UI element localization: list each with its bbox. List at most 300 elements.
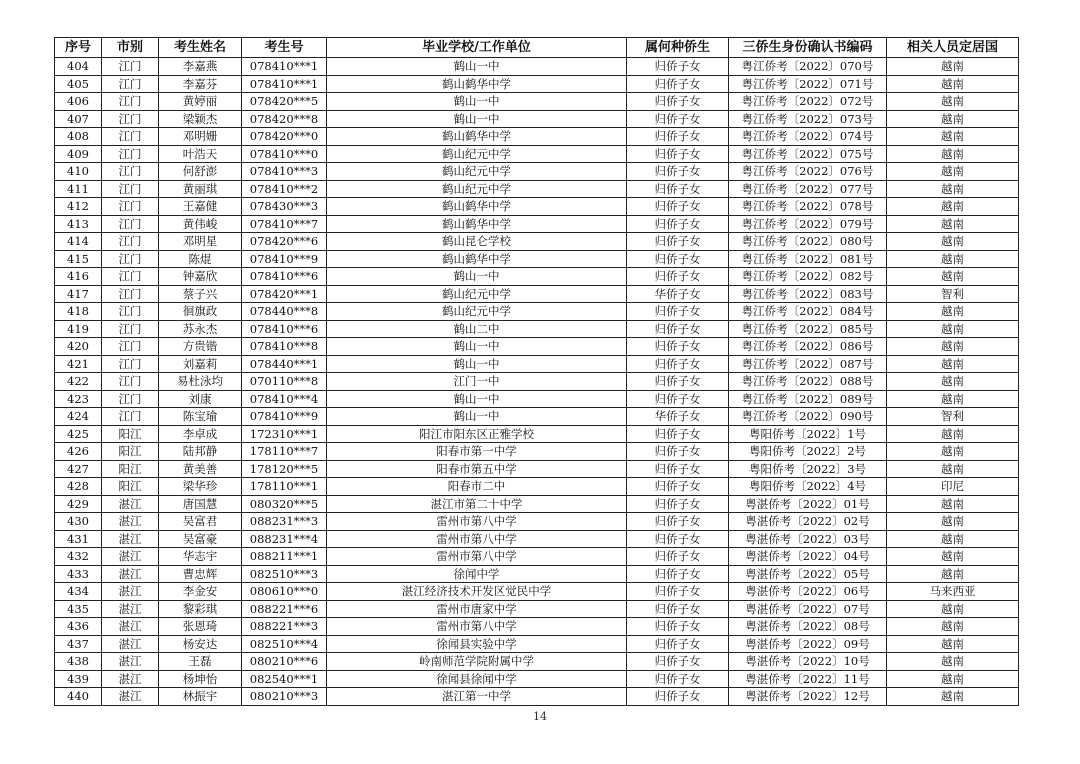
cell-school: 阳春市二中: [327, 478, 627, 496]
cell-certificate-code: 粤江侨考〔2022〕087号: [729, 355, 887, 373]
cell-certificate-code: 粤江侨考〔2022〕083号: [729, 285, 887, 303]
cell-category: 华侨子女: [627, 408, 729, 426]
cell-seq: 423: [55, 390, 102, 408]
cell-country: 越南: [887, 425, 1019, 443]
table-row: [55, 408, 1019, 426]
table-row: [55, 145, 1019, 163]
cell-city: 江门: [102, 250, 159, 268]
cell-category: 归侨子女: [627, 548, 729, 566]
cell-certificate-code: 粤江侨考〔2022〕089号: [729, 390, 887, 408]
table-row: [55, 425, 1019, 443]
cell-certificate-code: 粤湛侨考〔2022〕06号: [729, 583, 887, 601]
cell-city: 湛江: [102, 635, 159, 653]
cell-city: 江门: [102, 390, 159, 408]
cell-certificate-code: 粤江侨考〔2022〕080号: [729, 233, 887, 251]
cell-category: 归侨子女: [627, 93, 729, 111]
cell-school: 鹤山鹤华中学: [327, 198, 627, 216]
cell-seq: 414: [55, 233, 102, 251]
cell-exam-number: 178110***1: [242, 478, 327, 496]
cell-school: 阳春市第一中学: [327, 443, 627, 461]
cell-category: 归侨子女: [627, 443, 729, 461]
cell-name: 徊旗政: [159, 303, 242, 321]
cell-certificate-code: 粤江侨考〔2022〕073号: [729, 110, 887, 128]
cell-country: 越南: [887, 443, 1019, 461]
cell-country: 越南: [887, 110, 1019, 128]
table-row: [55, 513, 1019, 531]
cell-category: 归侨子女: [627, 425, 729, 443]
cell-certificate-code: 粤江侨考〔2022〕071号: [729, 75, 887, 93]
cell-name: 何舒澎: [159, 163, 242, 181]
cell-category: 归侨子女: [627, 390, 729, 408]
cell-city: 江门: [102, 93, 159, 111]
cell-category: 归侨子女: [627, 58, 729, 76]
header-seq: 序号: [55, 38, 102, 58]
cell-city: 湛江: [102, 670, 159, 688]
table-row: [55, 390, 1019, 408]
table-row: [55, 268, 1019, 286]
cell-school: 鹤山一中: [327, 408, 627, 426]
cell-category: 归侨子女: [627, 163, 729, 181]
cell-seq: 413: [55, 215, 102, 233]
cell-school: 鹤山纪元中学: [327, 145, 627, 163]
table-row: [55, 338, 1019, 356]
cell-category: 华侨子女: [627, 285, 729, 303]
cell-country: 越南: [887, 635, 1019, 653]
cell-name: 叶浩天: [159, 145, 242, 163]
cell-city: 湛江: [102, 600, 159, 618]
cell-seq: 417: [55, 285, 102, 303]
cell-school: 阳江市阳东区正雅学校: [327, 425, 627, 443]
cell-certificate-code: 粤阳侨考〔2022〕4号: [729, 478, 887, 496]
cell-city: 湛江: [102, 653, 159, 671]
cell-city: 江门: [102, 320, 159, 338]
cell-exam-number: 088221***6: [242, 600, 327, 618]
cell-city: 江门: [102, 268, 159, 286]
cell-name: 陆邦静: [159, 443, 242, 461]
cell-school: 鹤山昆仑学校: [327, 233, 627, 251]
cell-city: 江门: [102, 163, 159, 181]
cell-country: 越南: [887, 93, 1019, 111]
cell-school: 鹤山纪元中学: [327, 163, 627, 181]
cell-seq: 426: [55, 443, 102, 461]
cell-country: 越南: [887, 215, 1019, 233]
cell-name: 黄伟峻: [159, 215, 242, 233]
cell-country: 越南: [887, 338, 1019, 356]
cell-category: 归侨子女: [627, 635, 729, 653]
cell-category: 归侨子女: [627, 75, 729, 93]
cell-name: 张恩琦: [159, 618, 242, 636]
cell-category: 归侨子女: [627, 215, 729, 233]
table-row: [55, 373, 1019, 391]
cell-school: 鹤山鹤华中学: [327, 128, 627, 146]
table-row: [55, 198, 1019, 216]
cell-country: 越南: [887, 145, 1019, 163]
table-row: [55, 128, 1019, 146]
cell-seq: 415: [55, 250, 102, 268]
cell-certificate-code: 粤湛侨考〔2022〕07号: [729, 600, 887, 618]
cell-city: 湛江: [102, 530, 159, 548]
cell-exam-number: 088221***3: [242, 618, 327, 636]
table-row: [55, 688, 1019, 706]
cell-country: 越南: [887, 58, 1019, 76]
cell-country: 越南: [887, 163, 1019, 181]
cell-country: 越南: [887, 180, 1019, 198]
cell-city: 湛江: [102, 688, 159, 706]
cell-school: 鹤山一中: [327, 58, 627, 76]
cell-category: 归侨子女: [627, 250, 729, 268]
cell-name: 苏永杰: [159, 320, 242, 338]
cell-school: 雷州市第八中学: [327, 548, 627, 566]
cell-name: 曹忠辉: [159, 565, 242, 583]
cell-country: 越南: [887, 548, 1019, 566]
cell-name: 吴富豪: [159, 530, 242, 548]
cell-city: 江门: [102, 110, 159, 128]
cell-seq: 419: [55, 320, 102, 338]
cell-exam-number: 078410***2: [242, 180, 327, 198]
cell-exam-number: 082510***3: [242, 565, 327, 583]
cell-city: 江门: [102, 58, 159, 76]
cell-certificate-code: 粤阳侨考〔2022〕1号: [729, 425, 887, 443]
cell-name: 林振宇: [159, 688, 242, 706]
cell-certificate-code: 粤湛侨考〔2022〕12号: [729, 688, 887, 706]
cell-school: 鹤山纪元中学: [327, 180, 627, 198]
cell-name: 黄丽琪: [159, 180, 242, 198]
cell-seq: 439: [55, 670, 102, 688]
cell-certificate-code: 粤湛侨考〔2022〕09号: [729, 635, 887, 653]
cell-category: 归侨子女: [627, 565, 729, 583]
cell-exam-number: 082540***1: [242, 670, 327, 688]
cell-name: 刘康: [159, 390, 242, 408]
cell-category: 归侨子女: [627, 233, 729, 251]
cell-name: 李卓成: [159, 425, 242, 443]
cell-certificate-code: 粤江侨考〔2022〕084号: [729, 303, 887, 321]
cell-exam-number: 078410***9: [242, 250, 327, 268]
cell-seq: 432: [55, 548, 102, 566]
cell-city: 湛江: [102, 618, 159, 636]
cell-certificate-code: 粤江侨考〔2022〕081号: [729, 250, 887, 268]
cell-exam-number: 172310***1: [242, 425, 327, 443]
cell-school: 鹤山鹤华中学: [327, 75, 627, 93]
cell-category: 归侨子女: [627, 303, 729, 321]
cell-exam-number: 078410***7: [242, 215, 327, 233]
cell-city: 江门: [102, 355, 159, 373]
cell-seq: 435: [55, 600, 102, 618]
cell-city: 江门: [102, 215, 159, 233]
header-school: 毕业学校/工作单位: [327, 38, 627, 58]
cell-country: 越南: [887, 513, 1019, 531]
table-row: [55, 443, 1019, 461]
cell-country: 越南: [887, 268, 1019, 286]
cell-seq: 424: [55, 408, 102, 426]
cell-name: 黄婷丽: [159, 93, 242, 111]
cell-country: 越南: [887, 303, 1019, 321]
cell-seq: 422: [55, 373, 102, 391]
cell-certificate-code: 粤江侨考〔2022〕077号: [729, 180, 887, 198]
cell-city: 阳江: [102, 460, 159, 478]
cell-school: 湛江第一中学: [327, 688, 627, 706]
cell-country: 马来西亚: [887, 583, 1019, 601]
cell-seq: 440: [55, 688, 102, 706]
cell-certificate-code: 粤阳侨考〔2022〕2号: [729, 443, 887, 461]
header-country: 相关人员定居国: [887, 38, 1019, 58]
cell-category: 归侨子女: [627, 478, 729, 496]
cell-exam-number: 070110***8: [242, 373, 327, 391]
cell-category: 归侨子女: [627, 688, 729, 706]
cell-seq: 428: [55, 478, 102, 496]
cell-name: 方贵锴: [159, 338, 242, 356]
table-row: [55, 618, 1019, 636]
cell-category: 归侨子女: [627, 583, 729, 601]
cell-city: 江门: [102, 145, 159, 163]
table-row: [55, 75, 1019, 93]
cell-seq: 429: [55, 495, 102, 513]
cell-name: 唐国慧: [159, 495, 242, 513]
cell-name: 杨坤怡: [159, 670, 242, 688]
cell-category: 归侨子女: [627, 145, 729, 163]
cell-school: 湛江经济技术开发区觉民中学: [327, 583, 627, 601]
cell-country: 越南: [887, 233, 1019, 251]
table-row: [55, 320, 1019, 338]
cell-name: 王磊: [159, 653, 242, 671]
header-city: 市别: [102, 38, 159, 58]
cell-exam-number: 080210***6: [242, 653, 327, 671]
cell-certificate-code: 粤江侨考〔2022〕085号: [729, 320, 887, 338]
cell-exam-number: 078420***8: [242, 110, 327, 128]
cell-city: 江门: [102, 408, 159, 426]
cell-exam-number: 080320***5: [242, 495, 327, 513]
table-header-row: [55, 38, 1019, 58]
table-row: [55, 285, 1019, 303]
cell-seq: 409: [55, 145, 102, 163]
cell-country: 越南: [887, 618, 1019, 636]
table-row: [55, 180, 1019, 198]
cell-certificate-code: 粤湛侨考〔2022〕10号: [729, 653, 887, 671]
cell-city: 江门: [102, 285, 159, 303]
cell-certificate-code: 粤湛侨考〔2022〕02号: [729, 513, 887, 531]
table-row: [55, 215, 1019, 233]
cell-name: 邓明姗: [159, 128, 242, 146]
cell-country: 越南: [887, 373, 1019, 391]
cell-exam-number: 078410***1: [242, 58, 327, 76]
cell-name: 蔡子兴: [159, 285, 242, 303]
cell-country: 越南: [887, 653, 1019, 671]
cell-city: 阳江: [102, 478, 159, 496]
cell-name: 杨安达: [159, 635, 242, 653]
cell-category: 归侨子女: [627, 373, 729, 391]
cell-city: 江门: [102, 303, 159, 321]
cell-category: 归侨子女: [627, 495, 729, 513]
cell-category: 归侨子女: [627, 530, 729, 548]
cell-certificate-code: 粤湛侨考〔2022〕08号: [729, 618, 887, 636]
cell-country: 越南: [887, 600, 1019, 618]
cell-school: 湛江市第二十中学: [327, 495, 627, 513]
cell-exam-number: 080210***3: [242, 688, 327, 706]
cell-name: 李嘉燕: [159, 58, 242, 76]
table-row: [55, 530, 1019, 548]
cell-name: 梁颖杰: [159, 110, 242, 128]
table-row: [55, 355, 1019, 373]
cell-exam-number: 088231***3: [242, 513, 327, 531]
cell-school: 鹤山纪元中学: [327, 285, 627, 303]
cell-certificate-code: 粤江侨考〔2022〕082号: [729, 268, 887, 286]
cell-name: 邓明星: [159, 233, 242, 251]
cell-school: 鹤山一中: [327, 110, 627, 128]
cell-exam-number: 178110***7: [242, 443, 327, 461]
cell-category: 归侨子女: [627, 198, 729, 216]
cell-category: 归侨子女: [627, 653, 729, 671]
cell-name: 王嘉健: [159, 198, 242, 216]
cell-name: 刘嘉莉: [159, 355, 242, 373]
cell-category: 归侨子女: [627, 460, 729, 478]
table-row: [55, 163, 1019, 181]
cell-seq: 434: [55, 583, 102, 601]
cell-city: 湛江: [102, 495, 159, 513]
cell-exam-number: 078410***6: [242, 268, 327, 286]
cell-city: 湛江: [102, 565, 159, 583]
cell-city: 江门: [102, 233, 159, 251]
cell-school: 鹤山二中: [327, 320, 627, 338]
cell-category: 归侨子女: [627, 618, 729, 636]
cell-country: 越南: [887, 75, 1019, 93]
cell-certificate-code: 粤江侨考〔2022〕072号: [729, 93, 887, 111]
cell-name: 华志宇: [159, 548, 242, 566]
cell-category: 归侨子女: [627, 180, 729, 198]
table-row: [55, 478, 1019, 496]
cell-country: 智利: [887, 285, 1019, 303]
cell-name: 李嘉芬: [159, 75, 242, 93]
cell-category: 归侨子女: [627, 600, 729, 618]
cell-seq: 410: [55, 163, 102, 181]
cell-seq: 427: [55, 460, 102, 478]
cell-certificate-code: 粤湛侨考〔2022〕03号: [729, 530, 887, 548]
cell-country: 越南: [887, 128, 1019, 146]
cell-seq: 404: [55, 58, 102, 76]
cell-certificate-code: 粤江侨考〔2022〕079号: [729, 215, 887, 233]
cell-exam-number: 078420***5: [242, 93, 327, 111]
cell-city: 湛江: [102, 513, 159, 531]
cell-seq: 437: [55, 635, 102, 653]
table-row: [55, 583, 1019, 601]
cell-certificate-code: 粤湛侨考〔2022〕11号: [729, 670, 887, 688]
cell-country: 越南: [887, 198, 1019, 216]
table-row: [55, 460, 1019, 478]
cell-exam-number: 078420***6: [242, 233, 327, 251]
cell-country: 印尼: [887, 478, 1019, 496]
table-row: [55, 670, 1019, 688]
cell-school: 雷州市第八中学: [327, 513, 627, 531]
cell-city: 江门: [102, 338, 159, 356]
cell-seq: 412: [55, 198, 102, 216]
cell-country: 越南: [887, 355, 1019, 373]
cell-exam-number: 078440***8: [242, 303, 327, 321]
cell-country: 越南: [887, 320, 1019, 338]
cell-seq: 430: [55, 513, 102, 531]
cell-exam-number: 078410***8: [242, 338, 327, 356]
cell-school: 雷州市第八中学: [327, 618, 627, 636]
page-number: 14: [533, 710, 547, 723]
cell-certificate-code: 粤湛侨考〔2022〕04号: [729, 548, 887, 566]
cell-school: 徐闻县实验中学: [327, 635, 627, 653]
header-certificate-code: 三侨生身份确认书编码: [729, 38, 887, 58]
cell-certificate-code: 粤江侨考〔2022〕076号: [729, 163, 887, 181]
cell-certificate-code: 粤江侨考〔2022〕078号: [729, 198, 887, 216]
cell-school: 鹤山鹤华中学: [327, 215, 627, 233]
cell-category: 归侨子女: [627, 513, 729, 531]
cell-city: 湛江: [102, 548, 159, 566]
table-row: [55, 110, 1019, 128]
cell-exam-number: 078420***0: [242, 128, 327, 146]
table-row: [55, 548, 1019, 566]
cell-exam-number: 078410***0: [242, 145, 327, 163]
cell-city: 阳江: [102, 425, 159, 443]
table-row: [55, 565, 1019, 583]
cell-certificate-code: 粤阳侨考〔2022〕3号: [729, 460, 887, 478]
cell-exam-number: 080610***0: [242, 583, 327, 601]
cell-school: 岭南师范学院附属中学: [327, 653, 627, 671]
table-row: [55, 250, 1019, 268]
cell-name: 陈宝瑜: [159, 408, 242, 426]
cell-exam-number: 178120***5: [242, 460, 327, 478]
cell-seq: 407: [55, 110, 102, 128]
cell-seq: 421: [55, 355, 102, 373]
overseas-students-table: [54, 37, 1019, 706]
cell-certificate-code: 粤江侨考〔2022〕075号: [729, 145, 887, 163]
cell-exam-number: 078440***1: [242, 355, 327, 373]
cell-country: 越南: [887, 530, 1019, 548]
cell-city: 江门: [102, 128, 159, 146]
cell-name: 梁华珍: [159, 478, 242, 496]
document-sheet: [54, 37, 1019, 706]
cell-seq: 431: [55, 530, 102, 548]
cell-certificate-code: 粤江侨考〔2022〕088号: [729, 373, 887, 391]
cell-seq: 411: [55, 180, 102, 198]
cell-exam-number: 078410***9: [242, 408, 327, 426]
cell-exam-number: 078410***6: [242, 320, 327, 338]
table-row: [55, 93, 1019, 111]
cell-country: 越南: [887, 460, 1019, 478]
cell-category: 归侨子女: [627, 355, 729, 373]
cell-certificate-code: 粤江侨考〔2022〕086号: [729, 338, 887, 356]
cell-certificate-code: 粤江侨考〔2022〕090号: [729, 408, 887, 426]
cell-seq: 433: [55, 565, 102, 583]
cell-city: 阳江: [102, 443, 159, 461]
cell-certificate-code: 粤江侨考〔2022〕070号: [729, 58, 887, 76]
cell-certificate-code: 粤湛侨考〔2022〕01号: [729, 495, 887, 513]
cell-name: 吴富君: [159, 513, 242, 531]
cell-category: 归侨子女: [627, 320, 729, 338]
cell-city: 江门: [102, 373, 159, 391]
cell-country: 越南: [887, 390, 1019, 408]
table-row: [55, 303, 1019, 321]
header-name: 考生姓名: [159, 38, 242, 58]
cell-seq: 416: [55, 268, 102, 286]
cell-exam-number: 082510***4: [242, 635, 327, 653]
table-row: [55, 495, 1019, 513]
cell-country: 越南: [887, 565, 1019, 583]
cell-exam-number: 078410***4: [242, 390, 327, 408]
cell-school: 鹤山一中: [327, 355, 627, 373]
cell-school: 雷州市唐家中学: [327, 600, 627, 618]
cell-exam-number: 088211***1: [242, 548, 327, 566]
cell-country: 越南: [887, 670, 1019, 688]
cell-school: 鹤山一中: [327, 268, 627, 286]
cell-exam-number: 078420***1: [242, 285, 327, 303]
cell-name: 钟嘉欣: [159, 268, 242, 286]
table-row: [55, 233, 1019, 251]
cell-school: 鹤山一中: [327, 93, 627, 111]
table-row: [55, 635, 1019, 653]
cell-seq: 406: [55, 93, 102, 111]
